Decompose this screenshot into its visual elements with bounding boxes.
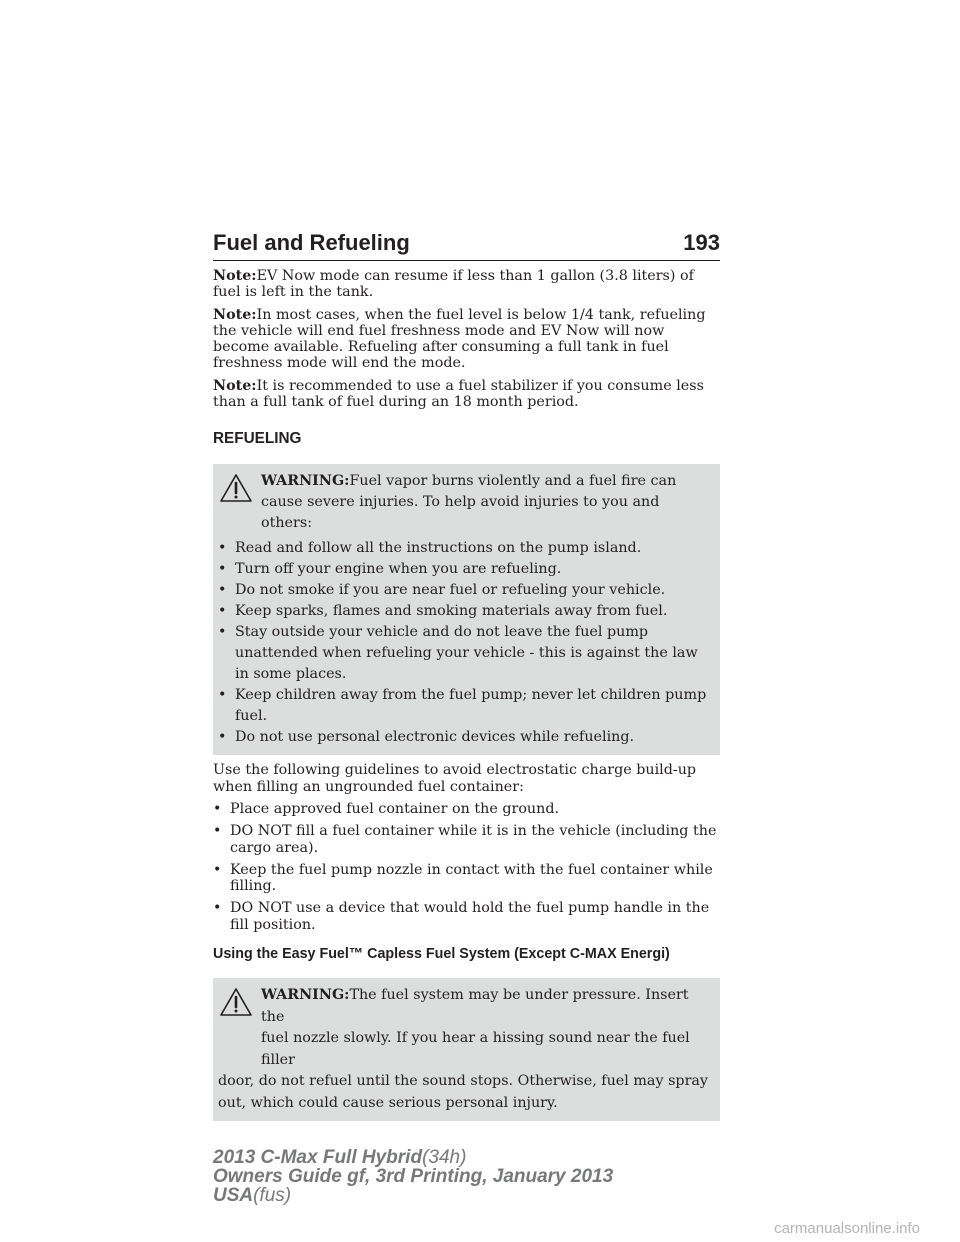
bullet-glyph: • <box>218 603 227 620</box>
bullet-glyph: • <box>213 800 222 817</box>
guideline-text: DO NOT fill a fuel container while it is in the vehicle (including the cargo area). <box>230 823 717 856</box>
guideline-item <box>213 862 720 895</box>
bullet-glyph: • <box>218 540 227 557</box>
page-header <box>213 226 720 261</box>
guidelines-intro: Use the following guidelines to avoid electrostatic charge build-up when filling an ungrounded fuel container: <box>213 762 697 795</box>
footer-line <box>213 1148 613 1167</box>
warning-bullet-item <box>218 601 714 622</box>
guideline-text: Keep the fuel pump nozzle in contact with the fuel container while filling. <box>230 861 713 895</box>
bullet-text: Do not use personal electronic devices while refueling. <box>235 729 635 746</box>
bullet-text: Stay outside your vehicle and do not leave the fuel pump unattended when refueling your vehicle - this is against the law in some places. <box>235 624 698 683</box>
guideline-item <box>213 823 720 856</box>
warning-line: fuel nozzle slowly. If you hear a hissing sound near the fuel filler <box>261 1030 690 1068</box>
note-label: Note: <box>213 306 257 323</box>
warning-triangle-icon <box>219 473 253 503</box>
warning-line-text: The fuel system may be under pressure. Insert the <box>261 987 689 1025</box>
bullet-glyph: • <box>213 861 222 878</box>
guideline-item <box>213 900 720 933</box>
footer-model: 2013 C-Max Full Hybrid <box>213 1147 423 1168</box>
note-paragraph <box>213 378 720 411</box>
page-content <box>213 268 720 1128</box>
note-text: EV Now mode can resume if less than 1 gallon (3.8 liters) of fuel is left in the tank. <box>213 268 694 301</box>
bullet-glyph: • <box>218 687 227 704</box>
warning-text <box>218 471 714 534</box>
bullet-glyph: • <box>218 729 227 746</box>
warning-text <box>218 985 714 1114</box>
bullet-glyph: • <box>213 823 222 840</box>
warning-body: Fuel vapor burns violently and a fuel fire can cause severe injuries. To help avoid injuries to you and others: <box>261 473 677 532</box>
document-footer <box>213 1148 613 1205</box>
warning-bullet-item <box>218 685 714 727</box>
warning-label: WARNING: <box>261 987 350 1004</box>
guideline-text: DO NOT use a device that would hold the fuel pump handle in the fill position. <box>230 900 710 933</box>
bullet-text: Keep children away from the fuel pump; never let children pump fuel. <box>235 687 707 725</box>
warning-bullet-item <box>218 538 714 559</box>
bullet-text: Turn off your engine when you are refueling. <box>235 561 562 578</box>
warning-rest: door, do not refuel until the sound stops. Otherwise, fuel may spray out, which could cause serious personal injury. <box>218 1073 709 1111</box>
refueling-warning-box <box>213 464 720 755</box>
warning-bullet-item <box>218 559 714 580</box>
footer-market: USA <box>213 1185 254 1206</box>
bullet-glyph: • <box>218 582 227 599</box>
footer-line <box>213 1167 613 1186</box>
note-paragraph <box>213 307 720 372</box>
guideline-item <box>213 801 720 817</box>
warning-triangle-icon <box>219 987 253 1017</box>
watermark: carmanualsonline.info <box>774 1220 920 1237</box>
footer-line <box>213 1186 613 1205</box>
bullet-text: Read and follow all the instructions on the pump island. <box>235 540 642 557</box>
footer-model-code: (34h) <box>422 1147 467 1168</box>
guideline-text: Place approved fuel container on the ground. <box>230 800 560 817</box>
warning-line <box>218 985 714 1028</box>
note-paragraph <box>213 268 720 301</box>
note-text: It is recommended to use a fuel stabilizer if you consume less than a full tank of fuel during an 18 month period. <box>213 377 704 411</box>
warning-bullet-item <box>218 580 714 601</box>
note-label: Note: <box>213 268 257 284</box>
easy-fuel-warning-box <box>213 978 720 1121</box>
bullet-text: Do not smoke if you are near fuel or refueling your vehicle. <box>235 582 666 599</box>
bullet-glyph: • <box>218 624 227 641</box>
guidelines-list <box>213 801 720 933</box>
refueling-heading: REFUELING <box>213 430 302 448</box>
footer-market-code: (fus) <box>253 1185 292 1206</box>
warning-label: WARNING: <box>261 473 350 490</box>
note-label: Note: <box>213 377 257 394</box>
warning-bullet-item <box>218 727 714 748</box>
section-title: Fuel and Refueling <box>213 230 410 255</box>
bullet-text: Keep sparks, flames and smoking materials away from fuel. <box>235 603 668 620</box>
warning-bullet-list <box>218 538 714 748</box>
easy-fuel-heading: Using the Easy Fuel™ Capless Fuel System (Except C-MAX Energi) <box>213 946 670 963</box>
note-text: In most cases, when the fuel level is below 1/4 tank, refueling the vehicle will end fuel freshness mode and EV Now will now become available. Refueling after consuming a full tank in fuel freshness mode will end the mode. <box>213 306 706 372</box>
bullet-glyph: • <box>218 561 227 578</box>
footer-printing: Owners Guide gf, 3rd Printing, January 2013 <box>213 1166 614 1187</box>
warning-bullet-item <box>218 622 714 685</box>
page-number: 193 <box>683 230 720 255</box>
bullet-glyph: • <box>213 900 222 917</box>
